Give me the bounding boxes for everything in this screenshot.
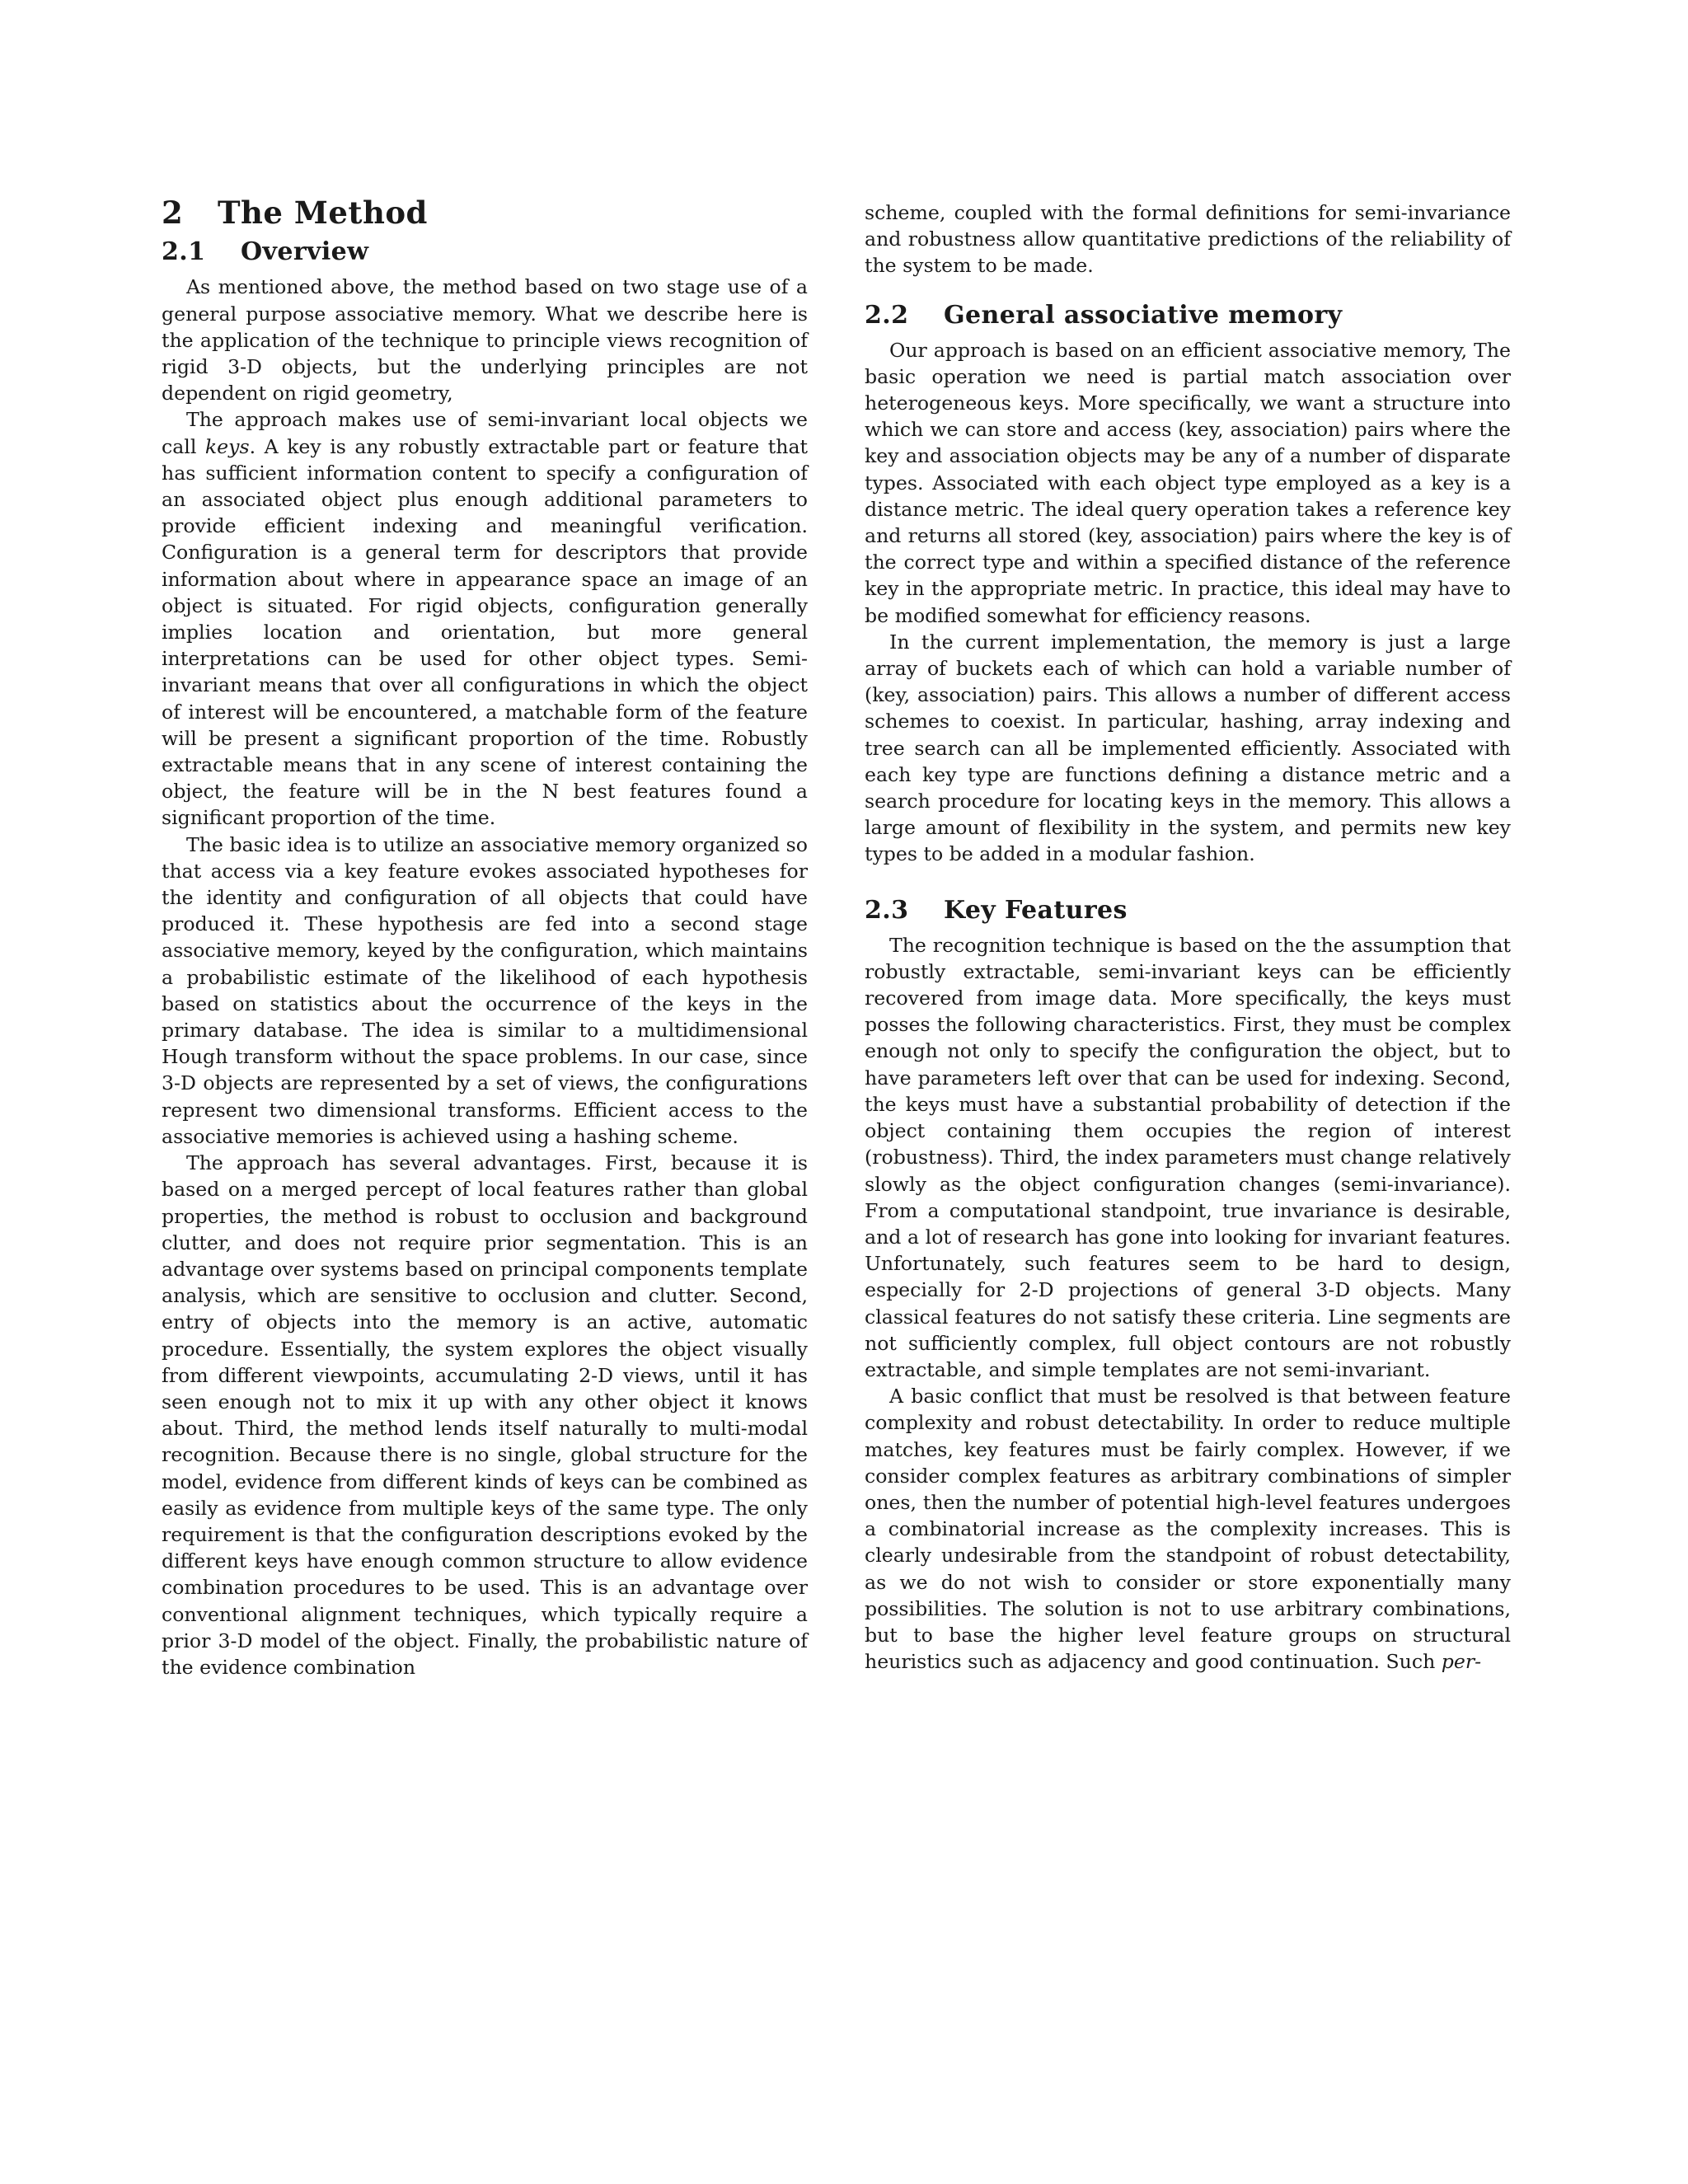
subsection-number: 2.3 — [865, 895, 909, 925]
paragraph-text: A basic conflict that must be resolved is that between feature complexity and robust detectability. In order to reduce multiple matches, key features must be fairly complex. However, if we consider complex features as arbitrary combinations of simpler ones, then the number of potential high-level features undergoes a combinatorial increase as the complexity increases. This is clearly undesirable from the standpoint of robust detectability, as we do not wish to consider or store exponentially many possibilities. The solution is not to use arbitrary combinations, but to base the higher level feature groups on structural heuristics such as adjacency and good continuation. Such — [865, 1385, 1511, 1674]
paragraph-trailing — [865, 1383, 1511, 1675]
subsection-heading-overview — [162, 237, 808, 267]
paragraph: The approach has several advantages. First, because it is based on a merged percept of local features rather than global properties, the method is robust to occlusion and background clutter, and does not require prior segmentation. This is an advantage over systems based on principal components template analysis, which are sensitive to occlusion and clutter. Second, entry of objects into the memory is an active, automatic procedure. Essentially, the system explores the object visually from different viewpoints, accumulating 2-D views, until it has seen enough not to mix it up with any other object it knows about. Third, the method lends itself naturally to multi-modal recognition. Because there is no single, global structure for the model, evidence from different kinds of keys can be combined as easily as evidence from multiple keys of the same type. The only requirement is that the configuration descriptions evoked by the different keys have enough common structure to allow evidence combination procedures to be used. This is an advantage over conventional alignment techniques, which typically require a prior 3-D model of the object. Finally, the probabilistic nature of the evidence combination — [162, 1151, 808, 1679]
paragraph-text: . A key is any robustly extractable part or feature that has sufficient information content to specify a configuration of an associated object plus enough additional parameters to provide efficient indexing and meaningful verification. Configuration is a general term for descriptors that provide information about where in appearance space an image of an object is situated. For rigid objects, configuration generally implies location and orientation, but more general interpretations can be used for other object types. Semi-invariant means that over all configurations in which the object of interest will be encountered, a matchable form of the feature will be present a significant proportion of the time. Robustly extractable means that in any scene of interest containing the object, the feature will be in the N best features found a significant proportion of the time. — [162, 434, 808, 830]
paragraph: In the current implementation, the memory is just a large array of buckets each of which can hold a variable number of (key, association) pairs. This allows a number of different access schemes to coexist. In particular, hashing, array indexing and tree search can all be implemented efficiently. Associated with each key type are functions defining a distance metric and a search procedure for locating keys in the memory. This allows a large amount of flexibility in the system, and permits new key types to be added in a modular fashion. — [865, 630, 1511, 866]
subsection-number: 2.2 — [865, 300, 909, 330]
subsection-title: Overview — [241, 237, 369, 267]
paragraph-keys — [162, 406, 808, 831]
paragraph: As mentioned above, the method based on two stage use of a general purpose associative memory. What we describe here is the application of the technique to principle views recognition of rigid 3-D objects, but the underlying principles are not dependent on rigid geometry, — [162, 275, 808, 405]
paragraph: Our approach is based on an efficient associative memory, The basic operation we need is partial match association over heterogeneous keys. More specifically, we want a structure into which we can store and access (key, association) pairs where the key and association objects may be any of a number of disparate types. Associated with each object type employed as a key is a distance metric. The ideal query operation takes a reference key and returns all stored (key, association) pairs where the key is of the correct type and within a specified distance of the reference key in the appropriate metric. In practice, this ideal may have to be modified somewhat for efficiency reasons. — [865, 338, 1511, 627]
subsection-title: General associative memory — [944, 300, 1343, 330]
subsection-heading-associative-memory — [865, 301, 1511, 330]
keys-emphasis: keys — [204, 434, 250, 458]
subsection-number: 2.1 — [162, 237, 206, 267]
section-number: 2 — [162, 194, 184, 231]
section-heading — [162, 194, 808, 231]
paragraph-continuation: scheme, coupled with the formal definitions for semi-invariance and robustness allow quantitative predictions of the reliability of the system to be made. — [865, 201, 1511, 278]
paragraph-text: The approach makes use of semi-invariant local objects we call — [162, 408, 808, 458]
subsection-title: Key Features — [944, 895, 1128, 925]
left-column — [162, 194, 808, 1680]
section-title: The Method — [218, 194, 428, 231]
paragraph: The basic idea is to utilize an associative memory organized so that access via a key feature evokes associated hypotheses for the identity and configuration of all objects that could have produced it. These hypothesis are fed into a second stage associative memory, keyed by the configuration, which maintains a probabilistic estimate of the likelihood of each hypothesis based on statistics about the occurrence of the keys in the primary database. The idea is similar to a multidimensional Hough transform without the space problems. In our case, since 3-D objects are represented by a set of views, the configurations represent two dimensional transforms. Efficient access to the associative memories is achieved using a hashing scheme. — [162, 832, 808, 1148]
subsection-heading-key-features — [865, 896, 1511, 926]
paragraph: The recognition technique is based on the the assumption that robustly extractable, semi-invariant keys can be efficiently recovered from image data. More specifically, the keys must posses the following characteristics. First, they must be complex enough not only to specify the configuration the object, but to have parameters left over that can be used for indexing. Second, the keys must have a substantial probability of detection if the object containing them occupies the region of interest (robustness). Third, the index parameters must change relatively slowly as the object configuration changes (semi-invariance). From a computational standpoint, true invariance is desirable, and a lot of research has gone into looking for invariant features. Unfortunately, such features seem to be hard to design, especially for 2-D projections of general 3-D objects. Many classical features do not satisfy these criteria. Line segments are not sufficiently complex, full object contours are not robustly extractable, and simple templates are not semi-invariant. — [865, 933, 1511, 1381]
right-column — [865, 194, 1511, 1675]
trailing-emphasis: per- — [1441, 1650, 1482, 1674]
